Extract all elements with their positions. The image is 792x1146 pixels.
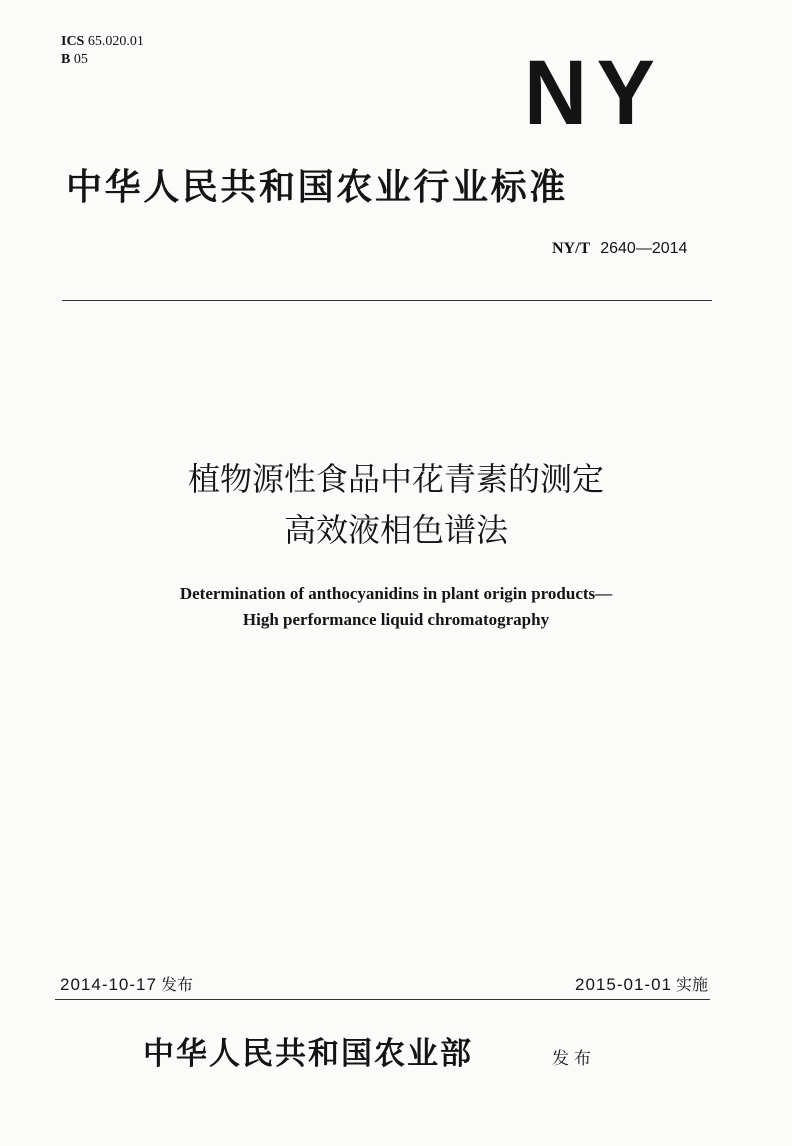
ics-label: ICS (61, 34, 85, 49)
ny-logo: NY (524, 42, 665, 144)
issuing-authority: 中华人民共和国农业部 (143, 1036, 473, 1072)
title-english-line1: Determination of anthocyanidins in plant origin products— (179, 584, 613, 603)
ccs-line (61, 51, 144, 69)
effective-date-value: 2015-01-01 (575, 975, 672, 994)
ccs-label: B (61, 52, 71, 67)
top-divider (62, 300, 712, 301)
title-chinese-line2: 高效液相色谱法 (283, 511, 508, 549)
effective-date-label: 实施 (675, 975, 708, 994)
standard-prefix: NY/T (552, 240, 591, 257)
ics-code: 65.020.01 (87, 34, 144, 49)
standard-category-heading: 中华人民共和国农业行业标准 (66, 167, 568, 208)
ccs-code: 05 (73, 52, 88, 67)
effective-date (575, 974, 708, 996)
bottom-divider (55, 999, 710, 1000)
title-english-line2: High performance liquid chromatography (242, 610, 550, 629)
ics-line (61, 33, 144, 51)
standard-number (552, 238, 687, 259)
release-date (60, 974, 193, 996)
release-date-label: 发布 (160, 975, 193, 994)
issued-label: 发布 (552, 1049, 596, 1069)
release-date-value: 2014-10-17 (60, 975, 157, 994)
classification-codes (61, 33, 144, 69)
standard-code: 2640—2014 (600, 240, 688, 257)
title-chinese-line1: 植物源性食品中花青素的测定 (187, 460, 604, 498)
